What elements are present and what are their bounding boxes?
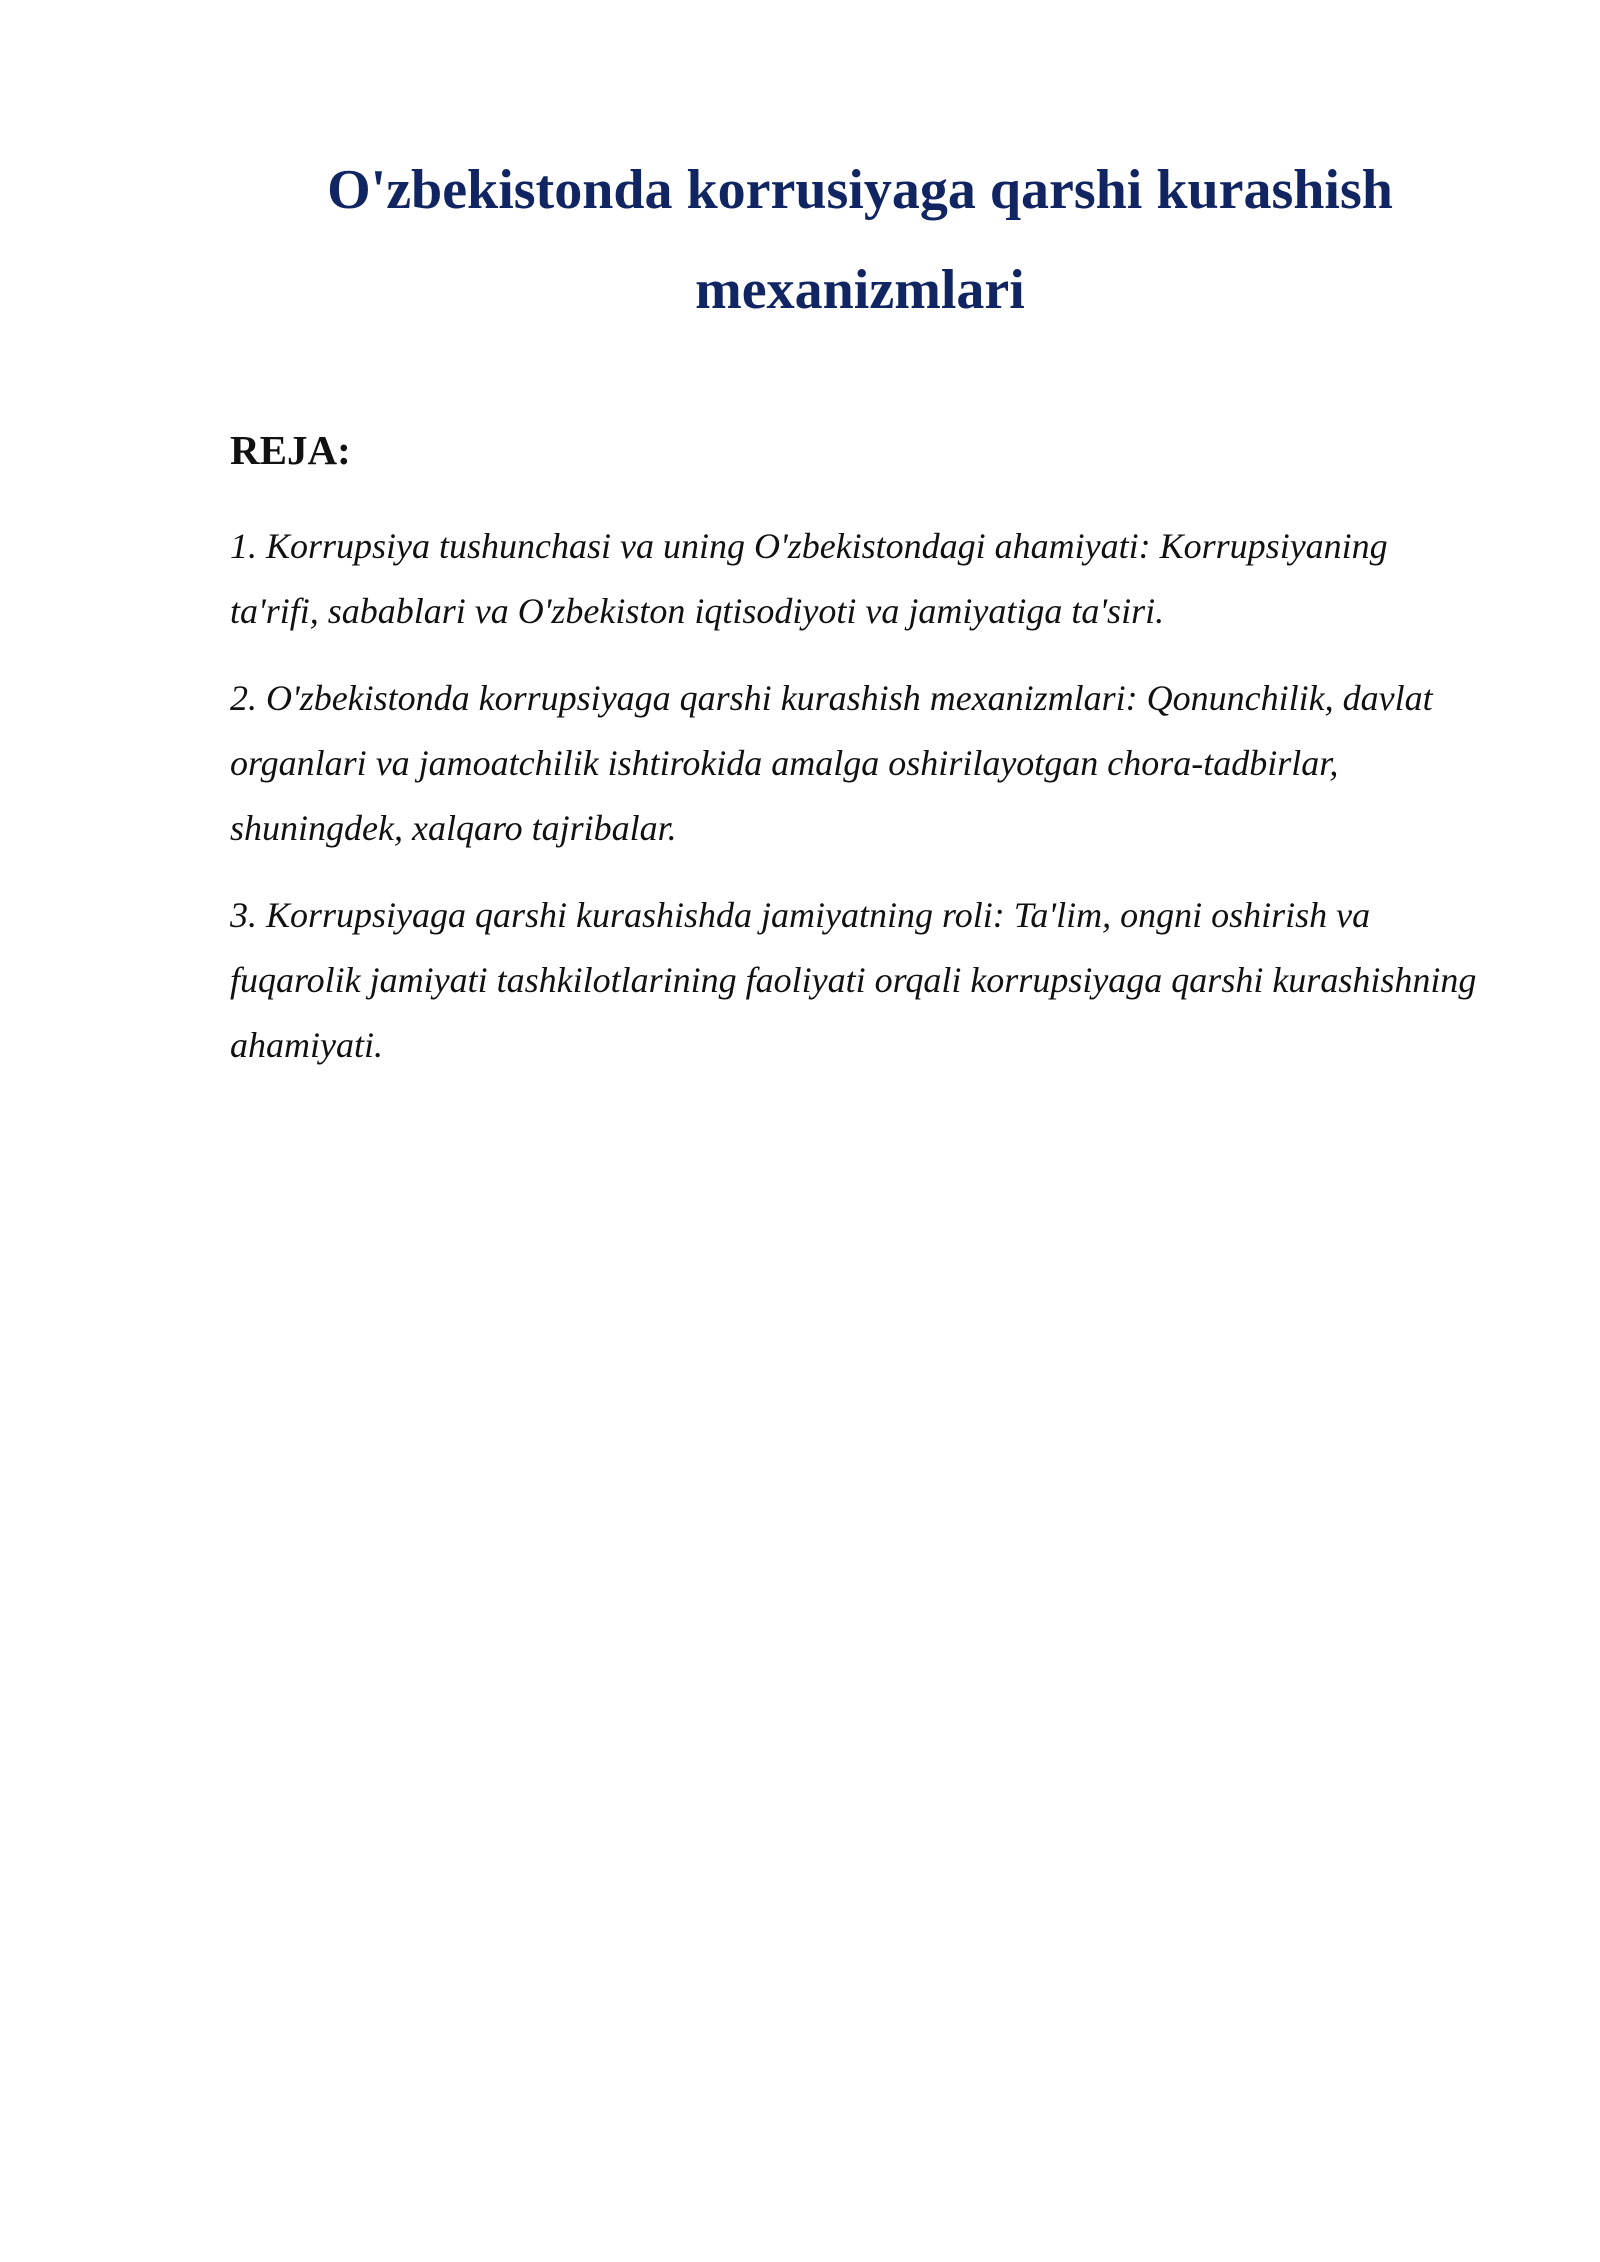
plan-heading: REJA: <box>230 427 351 473</box>
plan-item-2: 2. O'zbekistonda korrupsiyaga qarshi kurashish mexanizmlari: Qonunchilik, davlat organlari va jamoatchilik ishtirokida amalga oshirilayotgan chora-tadbirlar, shuningdek, xalqaro tajribalar. <box>230 678 1433 848</box>
plan-item-1: 1. Korrupsiya tushunchasi va uning O'zbekistondagi ahamiyati: Korrupsiyaning ta'rifi, sabablari va O'zbekiston iqtisodiyoti va jamiyatiga ta'siri. <box>230 526 1388 631</box>
document-title: O'zbekistonda korrusiyaga qarshi kurashish mexanizmlari <box>327 159 1393 321</box>
plan-list <box>230 514 1480 1078</box>
plan-item-3: 3. Korrupsiyaga qarshi kurashishda jamiyatning roli: Ta'lim, ongni oshirish va fuqarolik jamiyati tashkilotlarining faoliyati orqali korrupsiyaga qarshi kurashishning ahamiyati. <box>230 895 1477 1065</box>
plan-section <box>230 420 1480 1100</box>
